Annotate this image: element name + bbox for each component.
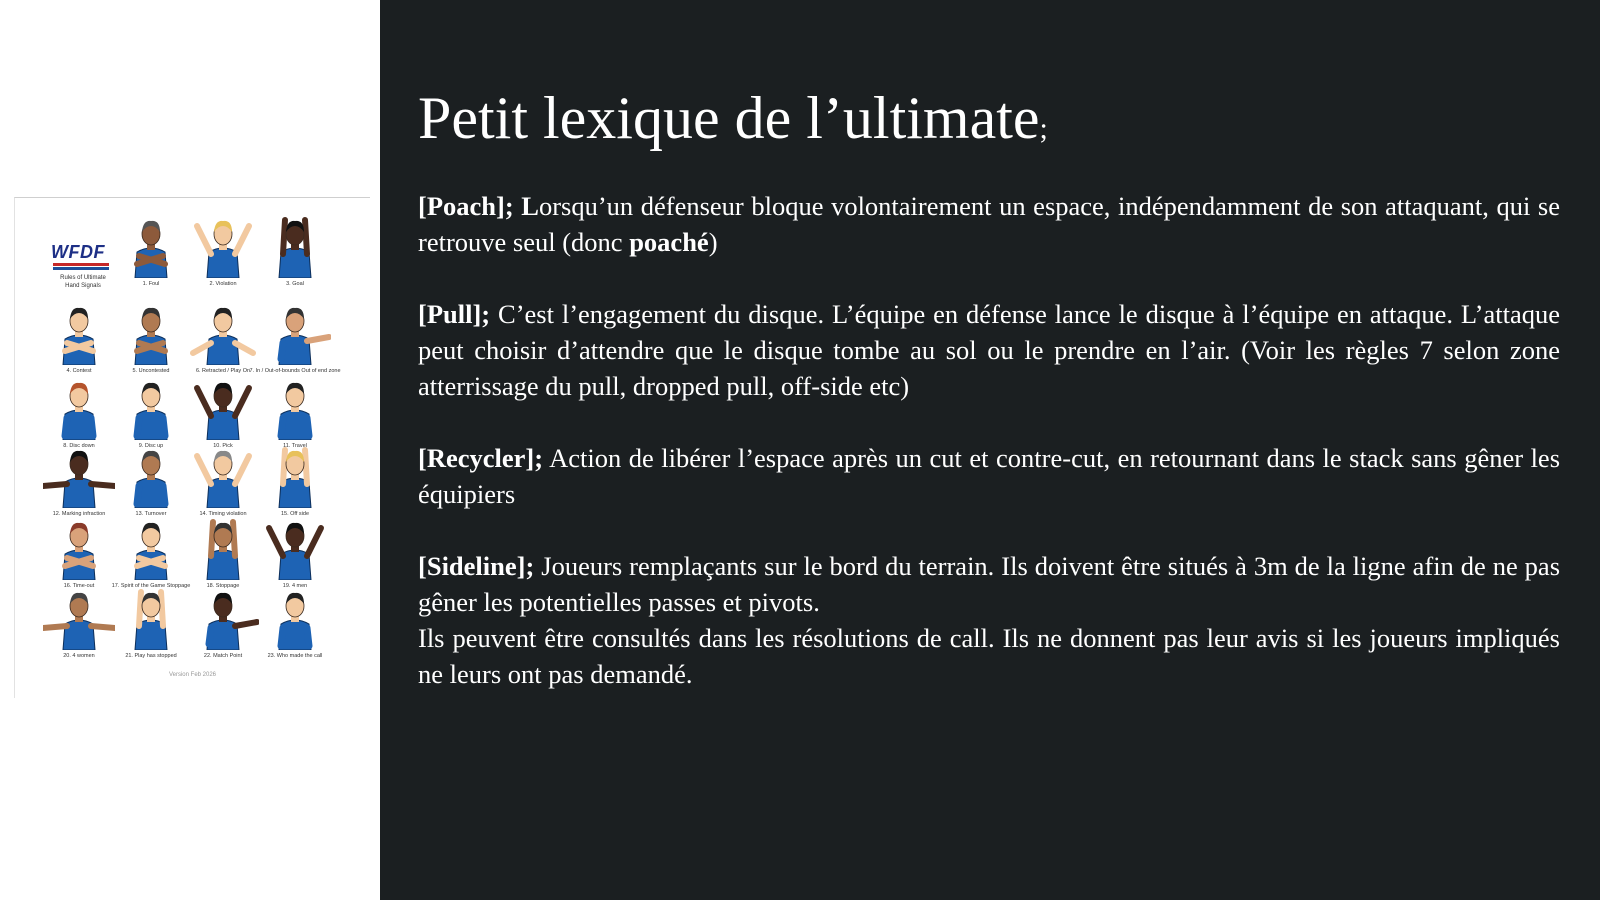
hand-signal-caption: 17. Spirit of the Game Stoppage bbox=[111, 583, 191, 589]
hand-signal-caption: 12. Marking infraction bbox=[52, 511, 106, 517]
player-figure-icon bbox=[259, 293, 331, 365]
hand-signal-caption: 2. Violation bbox=[209, 281, 237, 287]
definition-poach: orsqu’un défenseur bloque volontairement un espace, indépendamment de son attaquant, qui se retrouve seul (donc bbox=[418, 191, 1560, 257]
player-figure-icon bbox=[259, 508, 331, 580]
player-figure-icon bbox=[187, 436, 259, 508]
player-figure-icon bbox=[187, 206, 259, 278]
player-figure-icon bbox=[43, 436, 115, 508]
player-figure-icon bbox=[115, 368, 187, 440]
hand-signal-figure bbox=[43, 293, 115, 375]
term-recycler: [Recycler]; bbox=[418, 443, 544, 473]
hand-signal-caption: 20. 4 women bbox=[63, 653, 95, 659]
hand-signal-figure bbox=[249, 293, 341, 375]
player-figure-icon bbox=[115, 578, 187, 650]
hand-signal-figure bbox=[259, 206, 331, 288]
poster-subtitle bbox=[55, 274, 111, 290]
hand-signal-caption: 14. Timing violation bbox=[199, 511, 247, 517]
hand-signal-figure bbox=[187, 206, 259, 288]
lexicon-entry-poach bbox=[418, 188, 1560, 260]
hand-signal-figure bbox=[187, 578, 259, 660]
hand-signal-figure bbox=[43, 436, 115, 518]
hand-signal-figure bbox=[187, 293, 259, 375]
player-figure-icon bbox=[187, 368, 259, 440]
term-poach: [Poach]; bbox=[418, 191, 514, 221]
lexicon-entry-sideline bbox=[418, 548, 1560, 620]
player-figure-icon bbox=[115, 508, 187, 580]
player-figure-icon bbox=[187, 293, 259, 365]
hand-signal-figure bbox=[187, 436, 259, 518]
hand-signal-caption: 13. Turnover bbox=[135, 511, 167, 517]
definition-recycler: Action de libérer l’espace après un cut et contre-cut, en retournant dans le stack sans gêner les équipiers bbox=[418, 443, 1561, 509]
logo-blue-stripe bbox=[53, 267, 109, 270]
definition-poach-emphasis: poaché bbox=[629, 227, 709, 257]
poster-subtitle-line1: Rules of Ultimate bbox=[60, 275, 106, 281]
hand-signal-caption: 9. Disc up bbox=[138, 443, 164, 449]
player-figure-icon bbox=[259, 206, 331, 278]
lexicon-list bbox=[418, 188, 1560, 692]
definition-sideline-continued: Ils peuvent être consultés dans les résolutions de call. Ils ne donnent pas leur avis si les joueurs impliqués ne leurs ont pas demandé. bbox=[418, 623, 1560, 689]
hand-signal-caption: 4. Contest bbox=[66, 368, 92, 374]
hand-signal-figure bbox=[43, 578, 115, 660]
definition-pull: C’est l’engagement du disque. L’équipe en défense lance le disque à l’équipe en attaque. L’attaque peut choisir d’attendre que le disque tombe au sol ou le prendre en l’air. (Voir les règles 7 selon zone atterrissage du pull, dropped pull, off-side etc) bbox=[418, 299, 1560, 401]
left-panel bbox=[0, 0, 380, 900]
player-figure-icon bbox=[43, 508, 115, 580]
term-poach-lead-letter: L bbox=[521, 191, 539, 221]
lexicon-entry-pull bbox=[418, 296, 1560, 404]
slide-content-panel bbox=[380, 0, 1600, 900]
player-figure-icon bbox=[115, 436, 187, 508]
lexicon-entry-sideline-continued bbox=[418, 620, 1560, 692]
wfdf-logo: WFDF bbox=[51, 242, 105, 262]
hand-signal-caption: 11. Travel bbox=[283, 443, 307, 449]
hand-signal-caption: 23. Who made the call bbox=[267, 653, 323, 659]
player-figure-icon bbox=[43, 293, 115, 365]
slide-title-text: Petit lexique de l’ultimate bbox=[418, 85, 1040, 151]
logo-red-stripe bbox=[53, 263, 109, 266]
player-figure-icon bbox=[259, 368, 331, 440]
poster-subtitle-line2: Hand Signals bbox=[65, 283, 101, 289]
term-pull: [Pull]; bbox=[418, 299, 491, 329]
hand-signal-caption: 21. Play has stopped bbox=[125, 653, 177, 659]
poster-version: Version Feb 2026 bbox=[168, 672, 217, 678]
slide-title-suffix: ; bbox=[1039, 112, 1048, 145]
hand-signal-caption: 5. Uncontested bbox=[132, 368, 170, 374]
hand-signal-figure bbox=[259, 578, 331, 660]
definition-sideline: Joueurs remplaçants sur le bord du terrain. Ils doivent être situés à 3m de la ligne afin de ne pas gêner les potentielles passes et pivots. bbox=[418, 551, 1561, 617]
hand-signal-caption: 18. Stoppage bbox=[206, 583, 240, 589]
player-figure-icon bbox=[43, 368, 115, 440]
hand-signal-figure bbox=[115, 206, 187, 288]
term-sideline: [Sideline]; bbox=[418, 551, 535, 581]
hand-signal-caption: 6. Retracted / Play On bbox=[195, 368, 251, 374]
player-figure-icon bbox=[115, 293, 187, 365]
hand-signal-caption: 19. 4 men bbox=[282, 583, 308, 589]
hand-signal-figure bbox=[115, 436, 187, 518]
player-figure-icon bbox=[187, 578, 259, 650]
hand-signal-caption: 7. In / Out-of-bounds Out of end zone bbox=[249, 368, 341, 374]
player-figure-icon bbox=[115, 206, 187, 278]
hand-signal-caption: 15. Off side bbox=[280, 511, 310, 517]
hand-signal-figure bbox=[115, 578, 187, 660]
hand-signal-caption: 16. Time-out bbox=[63, 583, 95, 589]
slide-title bbox=[418, 82, 1048, 165]
player-figure-icon bbox=[259, 578, 331, 650]
hand-signal-caption: 8. Disc down bbox=[63, 443, 95, 449]
hand-signal-caption: 1. Foul bbox=[142, 281, 160, 287]
player-figure-icon bbox=[187, 508, 259, 580]
hand-signals-poster bbox=[14, 197, 370, 698]
hand-signal-caption: 10. Pick bbox=[213, 443, 233, 449]
definition-poach-tail: ) bbox=[708, 227, 718, 257]
hand-signal-figure bbox=[259, 436, 331, 518]
player-figure-icon bbox=[259, 436, 331, 508]
player-figure-icon bbox=[43, 578, 115, 650]
hand-signal-figure bbox=[115, 293, 187, 375]
lexicon-entry-recycler bbox=[418, 440, 1560, 512]
hand-signal-caption: 22. Match Point bbox=[203, 653, 243, 659]
hand-signal-caption: 3. Goal bbox=[286, 281, 304, 287]
